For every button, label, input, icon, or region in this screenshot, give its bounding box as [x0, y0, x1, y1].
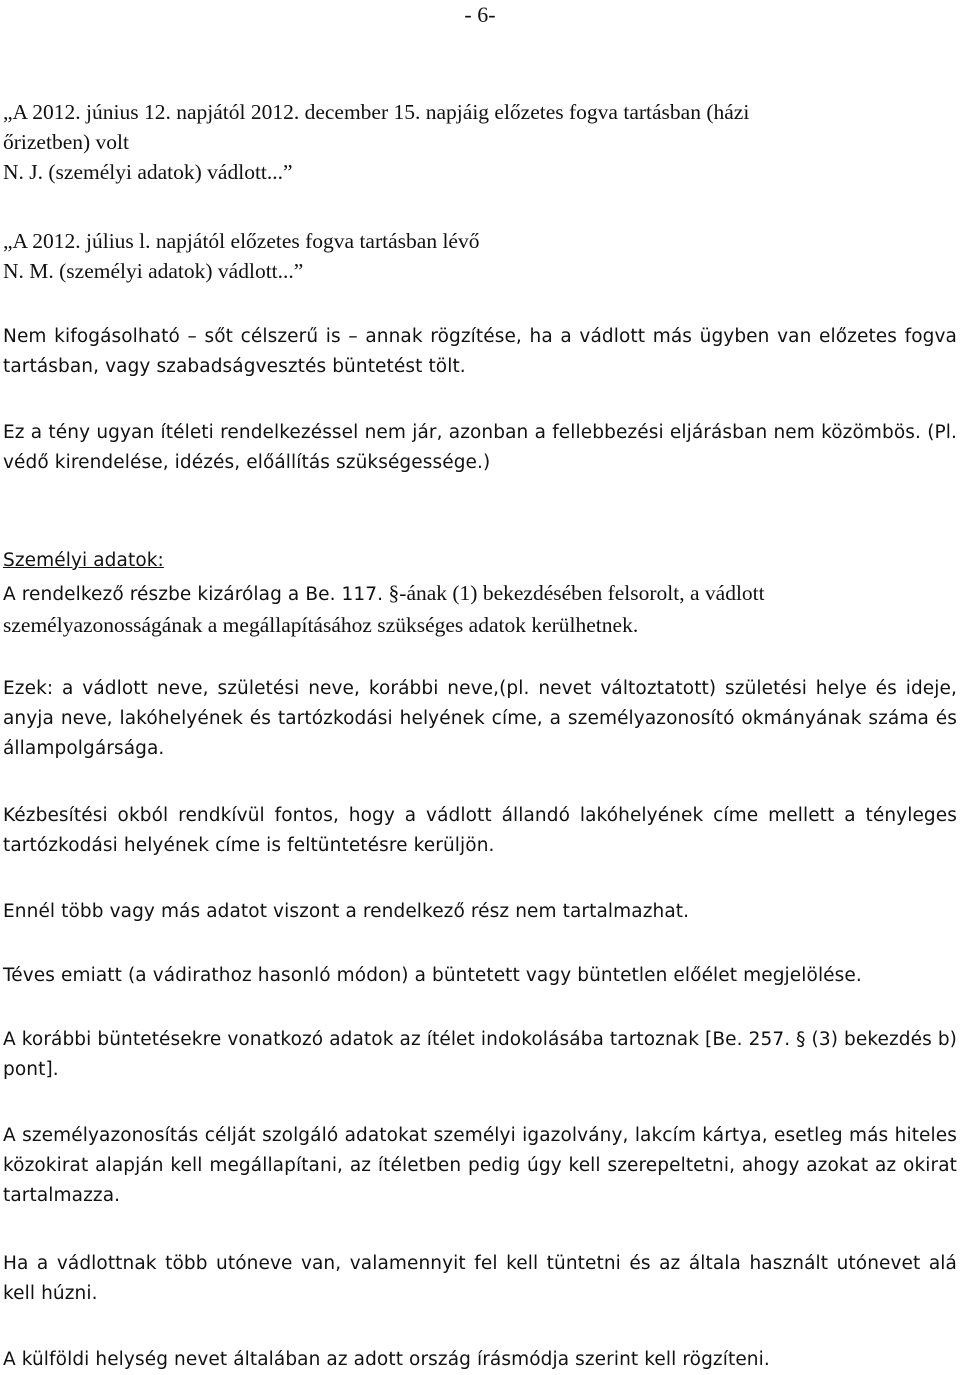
quote-block-1: [3, 97, 957, 187]
quote2-line1: „A 2012. július l. napjától előzetes fogva tartásban lévő: [3, 229, 480, 253]
quote1-line2: őrizetben) volt: [3, 130, 129, 154]
rendelkezo-resz-serif-text: §-ának (1) bekezdésében felsorolt, a vádlott: [383, 581, 765, 605]
rendelkezo-resz-sans-text: A rendelkező részbe kizárólag a Be. 117.: [3, 584, 384, 605]
rendelkezo-resz-line2: személyazonosságának a megállapításához szükséges adatok kerülhetnek.: [3, 613, 639, 637]
paragraph-teves-emiatt: Téves emiatt (a vádirathoz hasonló módon) a büntetett vagy büntetlen előélet megjelölése.: [3, 965, 862, 986]
quote-block-2: [3, 226, 957, 286]
paragraph-tobb-utonev: Ha a vádlottnak több utóneve van, valamennyit fel kell tüntetni és az általa használt utónevet alá kell húzni.: [3, 1253, 957, 1304]
paragraph-nem-kifogasolhato: Nem kifogásolható – sőt célszerű is – annak rögzítése, ha a vádlott más ügyben van előzetes fogva tartásban, vagy szabadságvesztés büntetést tölt.: [3, 326, 957, 377]
paragraph-szemelyazonositas: A személyazonosítás célját szolgáló adatokat személyi igazolvány, lakcím kártya, esetleg más hiteles közokirat alapján kell megállapítani, az ítéletben pedig úgy kell szerepeltetni, ahogy azokat az okirat tartalmazza.: [3, 1125, 957, 1206]
quote1-line3: N. J. (személyi adatok) vádlott...”: [3, 160, 293, 184]
paragraph-ez-a-teny: Ez a tény ugyan ítéleti rendelkezéssel nem jár, azonban a fellebbezési eljárásban nem közömbös. (Pl. védő kirendelése, idézés, előállítás szükségessége.): [3, 422, 957, 473]
paragraph-rendelkezo-resz: [3, 578, 957, 640]
paragraph-ennel-tobb: Ennél több vagy más adatot viszont a rendelkező rész nem tartalmazhat.: [3, 901, 690, 922]
paragraph-kulfoldi-helyseg: A külföldi helység nevet általában az adott ország írásmódja szerint kell rögzíteni.: [3, 1349, 770, 1370]
paragraph-ezek: Ezek: a vádlott neve, születési neve, korábbi neve,(pl. nevet változtatott) születési helye és ideje, anyja neve, lakóhelyének és tartózkodási helyének címe, a személyazonosító okmányának száma és állampolgársága.: [3, 678, 957, 759]
heading-szemelyi-adatok: Személyi adatok:: [3, 550, 164, 571]
quote2-line2: N. M. (személyi adatok) vádlott...”: [3, 259, 304, 283]
paragraph-kezbesitesi: Kézbesítési okból rendkívül fontos, hogy a vádlott állandó lakóhelyének címe mellett a tényleges tartózkodási helyének címe is feltüntetésre kerüljön.: [3, 805, 957, 856]
paragraph-korabbi-buntetesek: A korábbi büntetésekre vonatkozó adatok az ítélet indokolásába tartoznak [Be. 257. § (3) bekezdés b) pont].: [3, 1029, 957, 1080]
page-number: - 6-: [464, 2, 496, 27]
quote1-line1: „A 2012. június 12. napjától 2012. december 15. napjáig előzetes fogva tartásban (házi: [3, 100, 750, 124]
